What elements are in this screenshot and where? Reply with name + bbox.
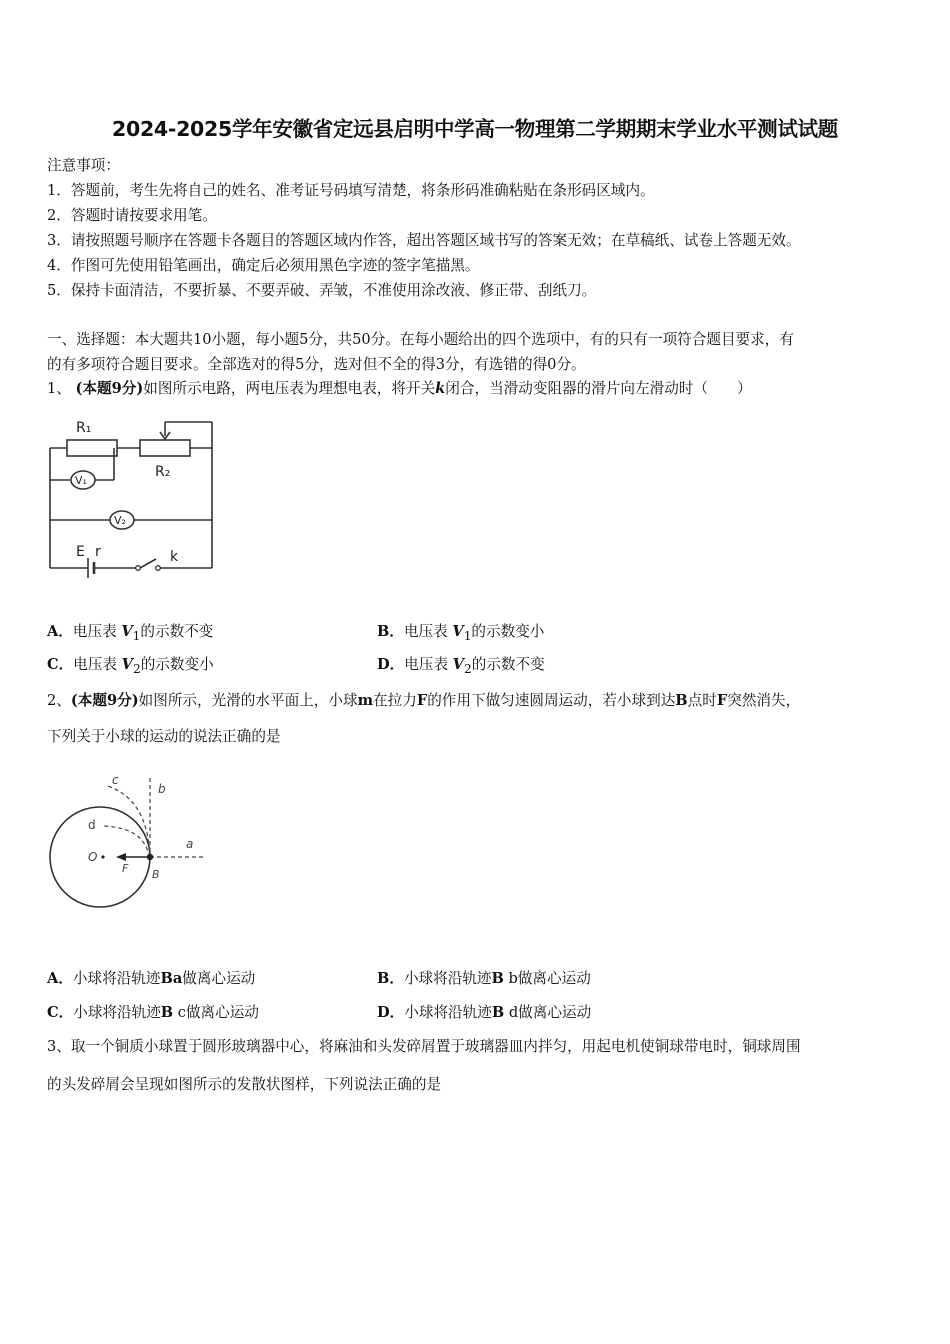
option-d[interactable] xyxy=(377,653,545,676)
question-3-stem: 3、取一个铜质小球置于圆形玻璃器中心，将麻油和头发碎屑置于玻璃器皿内拌匀，用起电机使铜球带电时，铜球周围 xyxy=(47,1038,801,1055)
label-v2: V₂ xyxy=(114,514,126,527)
option-d[interactable] xyxy=(377,1001,591,1022)
question-3-stem-line2: 的头发碎屑会呈现如图所示的发散状图样，下列说法正确的是 xyxy=(47,1076,442,1093)
option-sub: 2 xyxy=(132,661,141,676)
section-instructions: 的有多项符合题目要求。全部选对的得5分，选对但不全的得3分，有选错的得0分。 xyxy=(47,356,586,373)
option-text: 小球将沿轨迹 xyxy=(73,1004,161,1021)
option-text: 电压表 xyxy=(403,623,453,640)
question-text: 如图所示电路，两电压表为理想电表，将开关 xyxy=(143,380,436,397)
question-1-stem xyxy=(47,377,752,398)
label-e: E xyxy=(76,544,85,560)
question-text: 在拉力 xyxy=(373,692,417,709)
notice-heading: 注意事项： xyxy=(47,157,120,174)
label-k: k xyxy=(170,549,179,565)
option-var: V xyxy=(452,656,464,673)
notice-item: 4．作图可先使用铅笔画出，确定后必须用黑色字迹的签字笔描黑。 xyxy=(47,257,480,274)
notice-item: 5．保持卡面清洁，不要折暴、不要弄破、弄皱，不准使用涂改液、修正带、刮纸刀。 xyxy=(47,282,597,299)
label-f: F xyxy=(122,862,129,875)
option-key: C． xyxy=(47,1004,74,1021)
label-v1: V₁ xyxy=(75,474,87,487)
option-text: 的示数不变 xyxy=(471,656,545,673)
variable-b: B xyxy=(675,692,688,709)
option-text: 小球将沿轨迹 xyxy=(72,970,161,987)
section-instructions: 一、选择题：本大题共10小题，每小题5分，共50分。在每小题给出的四个选项中，有的只有一项符合题目要求，有 xyxy=(47,331,794,348)
option-c[interactable] xyxy=(47,653,214,676)
option-key: A． xyxy=(47,970,73,987)
option-sub: 1 xyxy=(132,628,141,643)
option-var: V xyxy=(121,623,133,640)
option-a[interactable] xyxy=(47,620,213,643)
question-text: 突然消失， xyxy=(727,692,801,709)
option-key: C． xyxy=(47,656,74,673)
option-sub: 2 xyxy=(464,661,472,676)
option-text: 电压表 xyxy=(73,656,122,673)
option-text: 的示数不变 xyxy=(140,623,214,640)
question-text: 的作用下做匀速圆周运动，若小球到达 xyxy=(427,692,676,709)
option-var: V xyxy=(121,656,133,673)
option-bold: Ba xyxy=(160,970,183,987)
label-o: O xyxy=(88,850,98,864)
option-a[interactable] xyxy=(47,967,255,988)
option-key: D． xyxy=(377,1004,405,1021)
label-r1: R₁ xyxy=(76,420,92,436)
label-b: b xyxy=(158,782,166,796)
variable-m: m xyxy=(357,692,374,709)
option-b[interactable] xyxy=(377,967,591,988)
option-key: D． xyxy=(377,656,405,673)
label-d: d xyxy=(88,818,96,832)
label-r: r xyxy=(95,544,101,560)
option-key: B． xyxy=(377,623,404,640)
question-tag: (本题9分) xyxy=(75,380,144,397)
variable-k: k xyxy=(435,380,446,397)
notice-item: 3．请按照题号顺序在答题卡各题目的答题区域内作答，超出答题区域书写的答案无效；在草稿纸、试卷上答题无效。 xyxy=(47,232,801,249)
option-text: 的示数变小 xyxy=(471,623,545,640)
question-number: 1、 xyxy=(47,380,71,397)
option-bold: B xyxy=(491,1004,505,1021)
option-text: 做离心运动 xyxy=(182,970,256,987)
question-text: 点时 xyxy=(687,692,717,709)
question-2-stem-line2: 下列关于小球的运动的说法正确的是 xyxy=(47,728,281,745)
option-text: c做离心运动 xyxy=(177,1004,259,1021)
question-tag: (本题9分) xyxy=(70,692,139,709)
option-text: d做离心运动 xyxy=(508,1004,592,1021)
option-c[interactable] xyxy=(47,1001,259,1022)
variable-f: F xyxy=(416,692,428,709)
label-c: c xyxy=(112,773,119,787)
option-bold: B xyxy=(160,1004,174,1021)
option-text: 的示数变小 xyxy=(140,656,214,673)
option-text: 小球将沿轨迹 xyxy=(403,970,492,987)
variable-f: F xyxy=(716,692,728,709)
option-text: 电压表 xyxy=(72,623,122,640)
label-r2: R₂ xyxy=(155,464,171,480)
label-a: a xyxy=(186,837,194,851)
question-number: 2、 xyxy=(47,692,71,709)
option-bold: B xyxy=(491,970,504,987)
option-text: 电压表 xyxy=(404,656,453,673)
notice-item: 1．答题前，考生先将自己的姓名、准考证号码填写清楚，将条形码准确粘贴在条形码区域内。 xyxy=(47,182,655,199)
option-text: b做离心运动 xyxy=(508,970,591,987)
question-2-stem xyxy=(47,689,800,710)
option-var: V xyxy=(452,623,464,640)
option-key: A． xyxy=(47,623,73,640)
question-text: 如图所示，光滑的水平面上，小球 xyxy=(138,692,358,709)
circuit-diagram xyxy=(40,410,230,580)
circular-motion-diagram xyxy=(40,768,220,918)
option-sub: 1 xyxy=(463,628,472,643)
page-title: 2024-2025学年安徽省定远县启明中学高一物理第二学期期末学业水平测试试题 xyxy=(112,117,838,141)
question-text: 闭合，当滑动变阻器的滑片向左滑动时（ ） xyxy=(445,380,752,397)
option-text: 小球将沿轨迹 xyxy=(404,1004,492,1021)
option-key: B． xyxy=(377,970,404,987)
notice-item: 2．答题时请按要求用笔。 xyxy=(47,207,217,224)
option-b[interactable] xyxy=(377,620,544,643)
label-point-b: B xyxy=(152,868,160,881)
